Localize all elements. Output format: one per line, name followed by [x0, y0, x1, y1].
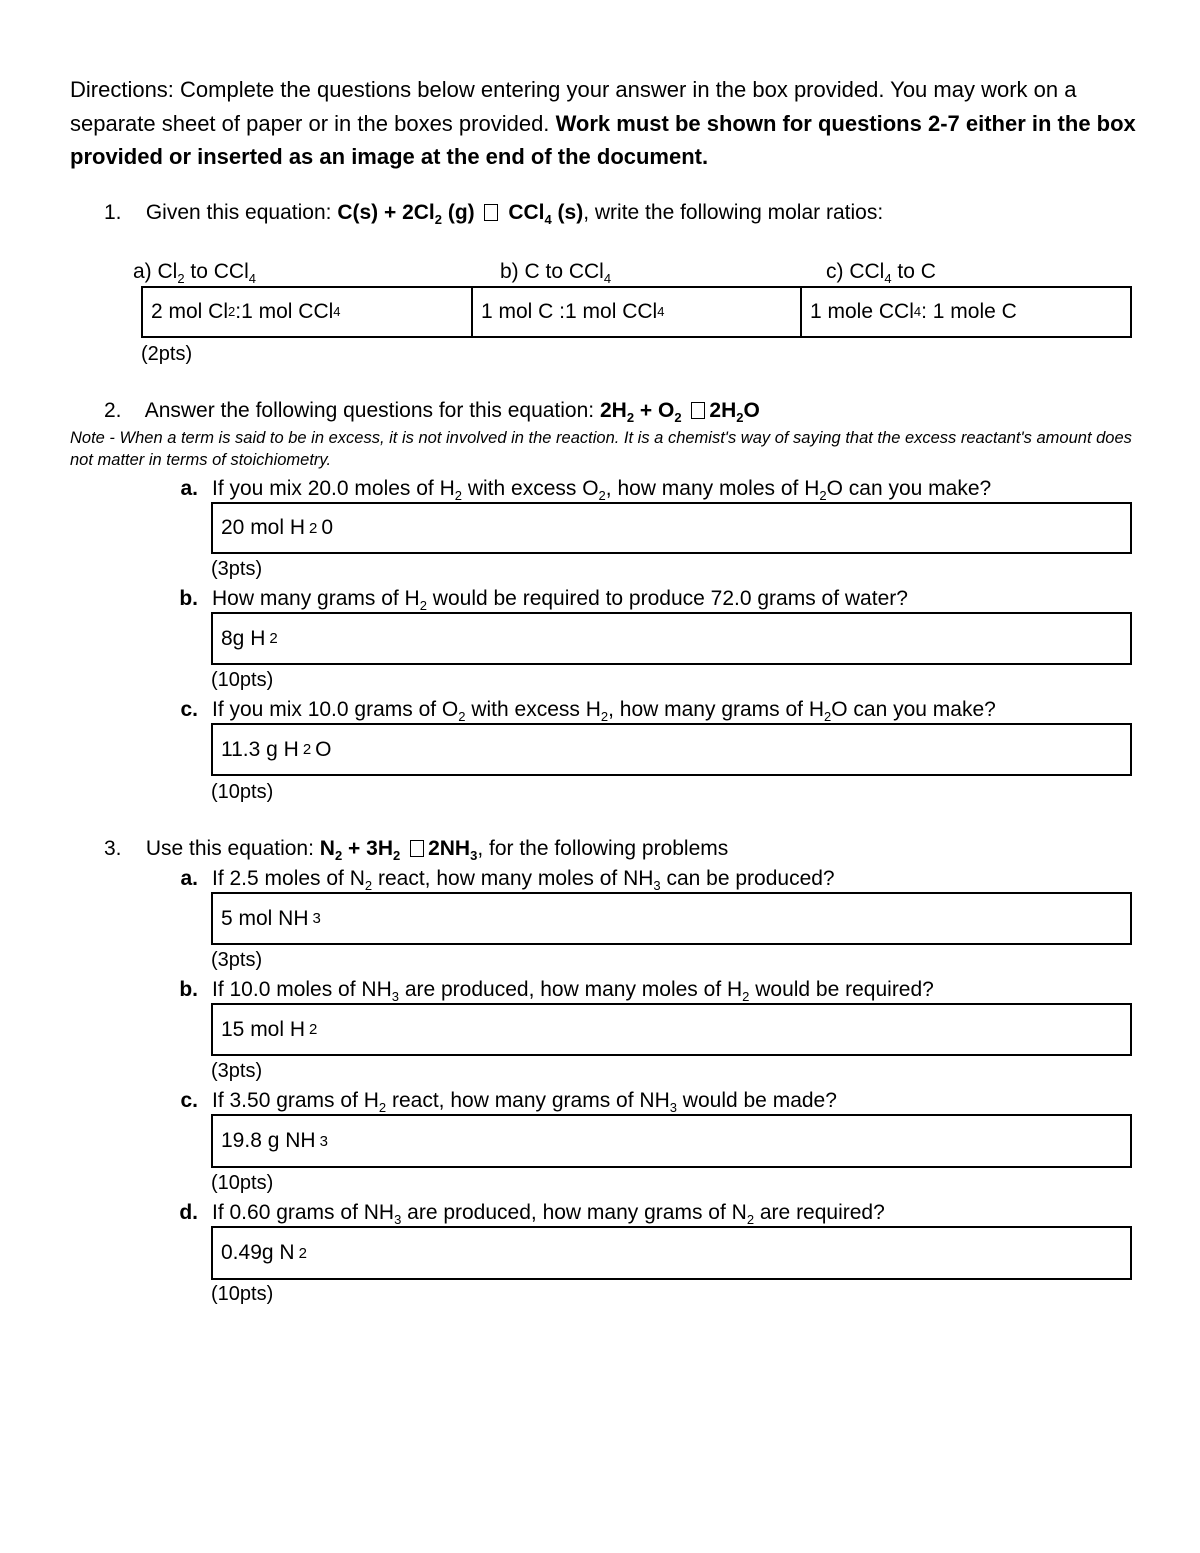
question-text: , for the following problems — [477, 837, 729, 860]
question-text: with excess H — [465, 698, 601, 721]
question-text: are produced, how many moles of H — [398, 978, 743, 1001]
equation-part: + 3H — [342, 837, 393, 860]
question-text: , write the following molar ratios: — [583, 201, 884, 224]
question-text: If you mix 20.0 moles of H — [212, 477, 455, 500]
points: (3pts) — [211, 558, 263, 580]
question-text: O can you make? — [826, 477, 992, 500]
subscript: 2 — [434, 212, 442, 227]
subscript: 2 — [674, 410, 682, 425]
answer-text: 2 mol Cl — [151, 300, 229, 323]
answer-text: : 1 mole C — [921, 300, 1017, 323]
answer-box-1b[interactable]: 1 mol C :1 mol CCl 4 — [471, 286, 802, 338]
question-letter: b. — [179, 978, 198, 1001]
equation-part: CCl — [502, 201, 545, 224]
subscript: 3 — [312, 910, 321, 927]
question-text: react, how many moles of NH — [372, 867, 654, 890]
subscript: 4 — [544, 212, 552, 227]
question-text: If 3.50 grams of H — [212, 1089, 379, 1112]
question-text: would be required to produce 72.0 grams of water? — [426, 587, 908, 610]
answer-text: 1 mole CCl — [810, 300, 914, 323]
equation-part: N — [319, 837, 335, 860]
question-letter: b. — [179, 587, 198, 610]
directions-text: Directions: Complete the questions below entering your answer in the box provided. You may work on a separate sheet of paper or in the boxes provided. — [70, 77, 1077, 136]
question-3b — [158, 977, 934, 1003]
subscript: 2 — [419, 598, 427, 613]
subscript: 3 — [394, 1212, 402, 1227]
question-text: are required? — [754, 1201, 885, 1224]
question-text: O can you make? — [831, 698, 996, 721]
subscript: 4 — [603, 271, 612, 286]
question-text: would be made? — [676, 1089, 837, 1112]
question-3 — [104, 836, 728, 862]
question-letter: a. — [180, 867, 198, 890]
answer-text: 0 — [321, 516, 334, 539]
question-3c — [158, 1088, 837, 1114]
subscript: 2 — [458, 709, 466, 724]
points: (10pts) — [211, 1172, 274, 1194]
equation-part: 2NH — [428, 837, 471, 860]
question-3a — [158, 866, 835, 892]
answer-box-3a[interactable] — [211, 892, 1132, 945]
subscript: 2 — [378, 1100, 387, 1115]
equation-part: 2H — [709, 399, 737, 422]
answer-box-3b[interactable] — [211, 1003, 1132, 1056]
equation-part: + O — [634, 399, 675, 422]
subscript: 2 — [746, 1212, 755, 1227]
question-text: are produced, how many grams of N — [401, 1201, 747, 1224]
subscript: 2 — [364, 878, 373, 893]
equation-part: (s) — [551, 201, 584, 224]
answer-text: 20 mol H — [221, 516, 306, 539]
subscript: 2 — [819, 488, 827, 503]
subscript: 2 — [309, 519, 318, 537]
subscript: 2 — [177, 271, 185, 286]
label-text: to C — [891, 260, 936, 283]
answer-box-2b[interactable] — [211, 612, 1132, 665]
question-text: with excess O — [462, 477, 599, 500]
subscript: 3 — [391, 989, 399, 1004]
answer-text: 19.8 g NH — [221, 1129, 316, 1152]
ratio-label-a — [133, 259, 256, 285]
question-2 — [104, 398, 760, 424]
subscript: 2 — [334, 848, 343, 863]
subscript: 3 — [319, 1132, 328, 1150]
question-text: If 10.0 moles of NH — [212, 978, 392, 1001]
question-3d — [158, 1200, 885, 1226]
subscript: 4 — [248, 271, 256, 286]
equation-part: 2H — [599, 399, 627, 422]
subscript: 2 — [824, 709, 832, 724]
points: (3pts) — [211, 1060, 263, 1082]
directions — [70, 73, 1150, 174]
subscript: 2 — [600, 709, 609, 724]
question-text: Answer the following questions for this equation: — [144, 399, 595, 422]
equation-part: C(s) + 2Cl — [337, 201, 435, 224]
answer-text: 1 mol C :1 mol CCl — [481, 300, 658, 323]
subscript: 2 — [298, 1244, 307, 1262]
answer-box-1c[interactable]: 1 mole CCl 4 : 1 mole C — [800, 286, 1132, 338]
label-text: c) CCl — [826, 260, 885, 283]
subscript: 2 — [742, 989, 750, 1004]
question-letter: c. — [180, 698, 198, 721]
points: (3pts) — [211, 949, 263, 971]
answer-text: 8g H — [221, 626, 266, 650]
answer-text: 5 mol NH — [221, 906, 309, 930]
points: (10pts) — [211, 1283, 274, 1305]
question-text: , how many moles of H — [605, 477, 820, 500]
question-text: can be produced? — [660, 867, 835, 890]
question-letter: c. — [180, 1089, 198, 1112]
question-2b — [158, 586, 908, 612]
answer-text: O — [315, 737, 332, 761]
equation-part: (g) — [442, 201, 481, 224]
points: (2pts) — [141, 343, 193, 365]
question-text: would be required? — [749, 978, 934, 1001]
label-text: b) C to CCl — [500, 260, 604, 283]
ratio-label-b — [500, 259, 611, 285]
note: Note - When a term is said to be in excess, it is not involved in the reaction. It is a chemist's way of saying that the excess reactant's amount does not matter in terms of stoichiometry. — [70, 429, 1132, 469]
subscript: 3 — [653, 878, 661, 893]
subscript: 2 — [392, 848, 401, 863]
answer-box-1a[interactable]: 2 mol Cl 2 :1 mol CCl 4 — [141, 286, 473, 338]
question-number: 1. — [104, 201, 122, 224]
question-text: How many grams of H — [212, 587, 420, 610]
subscript: 2 — [736, 410, 744, 425]
question-number: 3. — [104, 837, 122, 860]
answer-text: 15 mol H — [221, 1017, 306, 1041]
subscript: 3 — [669, 1100, 677, 1115]
answer-box-3d[interactable] — [211, 1226, 1132, 1280]
subscript: 2 — [302, 741, 312, 758]
answer-text: 11.3 g H — [221, 737, 299, 761]
answer-box-3c[interactable] — [211, 1114, 1132, 1168]
question-text: Use this equation: — [145, 837, 314, 860]
subscript: 3 — [470, 848, 478, 863]
answer-text: 0.49g N — [221, 1241, 295, 1264]
answer-box-2c[interactable] — [211, 723, 1132, 776]
subscript: 2 — [626, 410, 635, 425]
question-letter: d. — [179, 1201, 198, 1224]
question-letter: a. — [180, 477, 198, 500]
question-text: react, how many grams of NH — [386, 1089, 670, 1112]
equation-part: O — [743, 399, 760, 422]
points: (10pts) — [211, 781, 274, 803]
answer-text: :1 mol CCl — [235, 300, 334, 323]
subscript: 2 — [269, 630, 278, 647]
question-2a — [158, 476, 991, 502]
question-number: 2. — [104, 399, 122, 422]
subscript: 2 — [598, 488, 606, 503]
question-2c — [158, 697, 996, 723]
question-text: If 2.5 moles of N — [212, 867, 365, 890]
directions-bold-text: Work must be shown for questions 2-7 either in the box provided or inserted as an image at the end of the document. — [70, 110, 1136, 169]
label-text: to CCl — [184, 260, 249, 283]
question-1 — [104, 200, 883, 226]
question-text: Given this equation: — [145, 201, 332, 224]
equation-part — [400, 837, 406, 860]
label-text: a) Cl — [133, 260, 178, 283]
missing-arrow-glyph-icon — [484, 204, 498, 221]
points: (10pts) — [211, 669, 274, 691]
subscript: 2 — [309, 1021, 318, 1038]
missing-arrow-glyph-icon — [691, 402, 705, 419]
equation-part — [682, 399, 688, 422]
subscript: 4 — [884, 271, 892, 286]
missing-arrow-glyph-icon — [410, 840, 424, 857]
subscript: 2 — [454, 488, 462, 503]
ratio-label-c — [826, 259, 936, 285]
question-text: If you mix 10.0 grams of O — [212, 698, 459, 721]
question-text: , how many grams of H — [608, 698, 825, 721]
answer-box-2a[interactable] — [211, 502, 1132, 554]
question-text: If 0.60 grams of NH — [212, 1201, 395, 1224]
